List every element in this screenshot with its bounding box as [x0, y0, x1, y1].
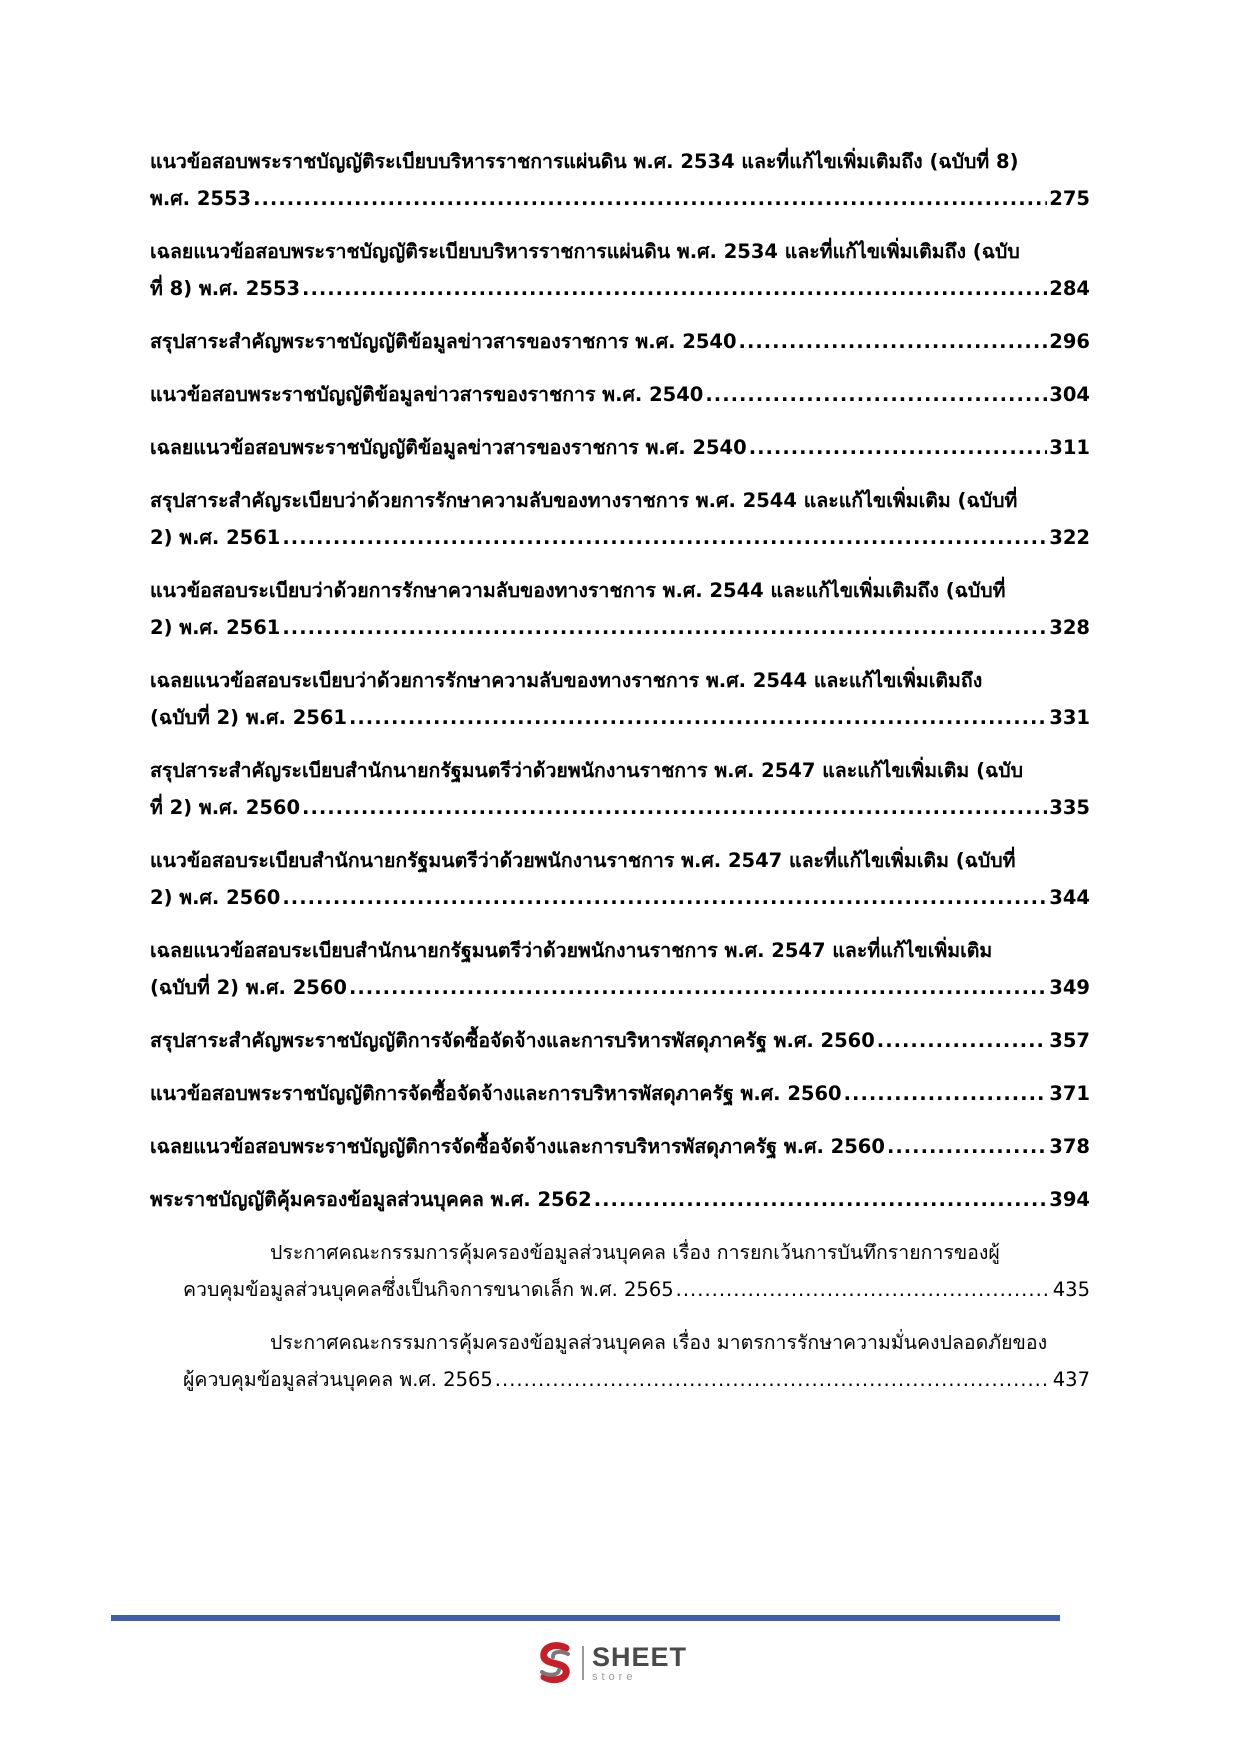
toc-entry-title: สรุปสาระสำคัญพระราชบัญญัติข้อมูลข่าวสารของราชการ พ.ศ. 2540	[150, 330, 737, 353]
toc-subentry-title-cont: ผู้ควบคุมข้อมูลส่วนบุคคล พ.ศ. 2565	[183, 1368, 493, 1391]
toc-entry-title: เฉลยแนวข้อสอบระเบียบว่าด้วยการรักษาความลับของทางราชการ พ.ศ. 2544 และแก้ไขเพิ่มเติมถึง	[150, 669, 983, 692]
toc-entry-title: แนวข้อสอบพระราชบัญญัติการจัดซื้อจัดจ้างและการบริหารพัสดุภาครัฐ พ.ศ. 2560	[150, 1082, 842, 1105]
toc-entry-title: แนวข้อสอบระเบียบสำนักนายกรัฐมนตรีว่าด้วยพนักงานราชการ พ.ศ. 2547 และที่แก้ไขเพิ่มเติม (ฉบับที่	[150, 849, 1016, 872]
toc-entry[interactable]	[150, 1128, 1090, 1165]
toc-page-number: 349	[1049, 976, 1090, 999]
toc-entry-title-cont: (ฉบับที่ 2) พ.ศ. 2561	[150, 706, 347, 729]
toc-entry-title: เฉลยแนวข้อสอบพระราชบัญญัติการจัดซื้อจัดจ้างและการบริหารพัสดุภาครัฐ พ.ศ. 2560	[150, 1135, 885, 1158]
toc-subentry-title: ประกาศคณะกรรมการคุ้มครองข้อมูลส่วนบุคคล เรื่อง การยกเว้นการบันทึกรายการของผู้	[270, 1241, 1000, 1264]
toc-entry-title: แนวข้อสอบพระราชบัญญัติข้อมูลข่าวสารของราชการ พ.ศ. 2540	[150, 383, 704, 406]
logo-separator	[582, 1646, 584, 1680]
toc-entry[interactable]	[150, 429, 1090, 466]
toc-page-number: 437	[1052, 1368, 1090, 1391]
toc-entry[interactable]	[150, 482, 1090, 556]
toc-entry-title: เฉลยแนวข้อสอบระเบียบสำนักนายกรัฐมนตรีว่าด้วยพนักงานราชการ พ.ศ. 2547 และที่แก้ไขเพิ่มเติม	[150, 939, 993, 962]
toc-entry[interactable]	[150, 376, 1090, 413]
toc-entry-title: พระราชบัญญัติคุ้มครองข้อมูลส่วนบุคคล พ.ศ. 2562	[150, 1188, 592, 1211]
toc-entry[interactable]	[150, 323, 1090, 360]
logo-sub-text: store	[592, 1670, 637, 1683]
toc-page-number: 435	[1052, 1278, 1090, 1301]
toc-page-number: 344	[1049, 886, 1090, 909]
toc-page-number: 322	[1049, 526, 1090, 549]
toc-entry[interactable]	[150, 143, 1090, 217]
toc-subentry-title: ประกาศคณะกรรมการคุ้มครองข้อมูลส่วนบุคคล เรื่อง มาตรการรักษาความมั่นคงปลอดภัยของ	[270, 1331, 1048, 1354]
toc-page-number: 357	[1049, 1029, 1090, 1052]
table-of-contents	[150, 143, 1090, 1414]
toc-entry[interactable]	[150, 662, 1090, 736]
toc-page-number: 284	[1049, 277, 1090, 300]
dot-leader	[739, 323, 1048, 360]
dot-leader	[844, 1075, 1048, 1112]
toc-entry[interactable]	[150, 572, 1090, 646]
dot-leader	[349, 969, 1047, 1006]
toc-entry-title: สรุปสาระสำคัญระเบียบสำนักนายกรัฐมนตรีว่าด้วยพนักงานราชการ พ.ศ. 2547 และแก้ไขเพิ่มเติม (ฉบับ	[150, 759, 1024, 782]
toc-entry-title-cont: 2) พ.ศ. 2560	[150, 886, 281, 909]
dot-leader	[877, 1022, 1047, 1059]
sheet-store-logo	[536, 1640, 687, 1686]
toc-entry-title: สรุปสาระสำคัญระเบียบว่าด้วยการรักษาความลับของทางราชการ พ.ศ. 2544 และแก้ไขเพิ่มเติม (ฉบับที่	[150, 489, 1018, 512]
toc-page-number: 394	[1049, 1188, 1090, 1211]
toc-entry-title-cont: 2) พ.ศ. 2561	[150, 526, 281, 549]
toc-page-number: 304	[1049, 383, 1090, 406]
dot-leader	[705, 376, 1047, 413]
footer-rule	[111, 1615, 1060, 1621]
dot-leader	[676, 1271, 1051, 1308]
dot-leader	[282, 879, 1047, 916]
toc-entry[interactable]	[150, 1075, 1090, 1112]
toc-entry-title-cont: พ.ศ. 2553	[150, 187, 252, 210]
toc-subentry-title-cont: ควบคุมข้อมูลส่วนบุคคลซึ่งเป็นกิจการขนาดเล็ก พ.ศ. 2565	[183, 1278, 674, 1301]
toc-entry-title-cont: ที่ 2) พ.ศ. 2560	[150, 796, 301, 819]
toc-page-number: 296	[1049, 330, 1090, 353]
dot-leader	[302, 270, 1047, 307]
toc-entry[interactable]	[150, 842, 1090, 916]
toc-subentry[interactable]	[150, 1324, 1090, 1398]
toc-entry-title: สรุปสาระสำคัญพระราชบัญญัติการจัดซื้อจัดจ้างและการบริหารพัสดุภาครัฐ พ.ศ. 2560	[150, 1029, 875, 1052]
toc-page-number: 331	[1049, 706, 1090, 729]
toc-page-number: 311	[1049, 436, 1090, 459]
toc-entry-title-cont: (ฉบับที่ 2) พ.ศ. 2560	[150, 976, 347, 999]
dot-leader	[594, 1181, 1048, 1218]
toc-page-number: 275	[1049, 187, 1090, 210]
toc-entry[interactable]	[150, 752, 1090, 826]
toc-page-number: 328	[1049, 616, 1090, 639]
toc-page-number: 378	[1049, 1135, 1090, 1158]
toc-entry-title: เฉลยแนวข้อสอบพระราชบัญญัติระเบียบบริหารราชการแผ่นดิน พ.ศ. 2534 และที่แก้ไขเพิ่มเติมถึง (ฉบับ	[150, 240, 1020, 263]
toc-page-number: 371	[1049, 1082, 1090, 1105]
dot-leader	[749, 429, 1048, 466]
dot-leader	[349, 699, 1047, 736]
toc-entry[interactable]	[150, 233, 1090, 307]
toc-entry-title-cont: 2) พ.ศ. 2561	[150, 616, 281, 639]
logo-wordmark	[592, 1641, 688, 1683]
toc-entry-title: แนวข้อสอบพระราชบัญญัติระเบียบบริหารราชการแผ่นดิน พ.ศ. 2534 และที่แก้ไขเพิ่มเติมถึง (ฉบับที่ 8)	[150, 150, 1019, 173]
dot-leader	[302, 789, 1047, 826]
dot-leader	[253, 180, 1047, 217]
dot-leader	[495, 1361, 1051, 1398]
toc-entry[interactable]	[150, 1181, 1090, 1218]
toc-subentry[interactable]	[150, 1234, 1090, 1308]
toc-entry[interactable]	[150, 1022, 1090, 1059]
logo-main-text: SHEET	[592, 1641, 688, 1672]
dot-leader	[282, 519, 1047, 556]
dot-leader	[887, 1128, 1047, 1165]
toc-entry-title: เฉลยแนวข้อสอบพระราชบัญญัติข้อมูลข่าวสารของราชการ พ.ศ. 2540	[150, 436, 747, 459]
sheet-store-logo-icon	[536, 1640, 576, 1686]
toc-entry-title-cont: ที่ 8) พ.ศ. 2553	[150, 277, 301, 300]
dot-leader	[282, 609, 1047, 646]
toc-page-number: 335	[1049, 796, 1090, 819]
toc-entry[interactable]	[150, 932, 1090, 1006]
toc-entry-title: แนวข้อสอบระเบียบว่าด้วยการรักษาความลับของทางราชการ พ.ศ. 2544 และแก้ไขเพิ่มเติมถึง (ฉบับที่	[150, 579, 1006, 602]
